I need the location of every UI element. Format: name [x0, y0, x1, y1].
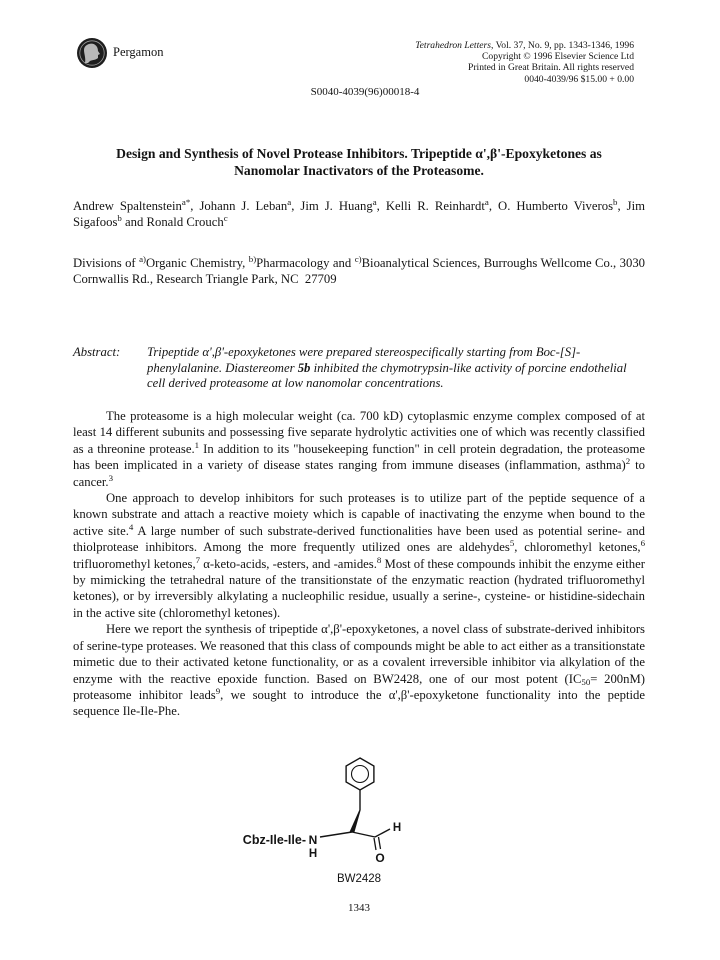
superscript: b): [248, 253, 257, 264]
body-paragraph: [73, 408, 645, 490]
nitrogen-atom: N: [308, 833, 318, 847]
italic-text: Tetrahedron Letters: [415, 40, 491, 51]
title-line: Nanomolar Inactivators of the Proteasome.: [234, 163, 484, 178]
text-run: Here we report the synthesis of tripeptide α',β'-epoxyketones, a novel class of substrate-derived inhibitors of serine-type proteases. We reasoned that this class of compounds might be able to act either as a transitionstate mimetic due to their activated ketone functionality, or as a covalent irreversible inhibitor via alkylation of the enzyme with the reactive epoxide function. Based on BW2428, one of our most potent (IC: [73, 622, 645, 686]
aromatic-circle: [352, 766, 369, 783]
abstract-label: Abstract:: [73, 345, 121, 359]
text-run: trifluoromethyl ketones,: [73, 556, 196, 571]
body-paragraph: [73, 490, 645, 621]
text-run: A large number of such substrate-derived functionalities have been used as potential serine- and thiolprotease inhibitors. Among the more frequently utilized ones are aldehydes: [73, 523, 645, 555]
oxygen-atom: O: [375, 851, 385, 865]
text-run: to cancer.: [73, 458, 645, 489]
chemical-structure: [220, 750, 440, 866]
article-title: [73, 145, 645, 179]
body-paragraph: [73, 621, 645, 719]
citation-line: [374, 74, 634, 85]
text-run: Copyright © 1996 Elsevier Science Ltd: [482, 51, 634, 63]
text-run: , Jim Sigafoos: [73, 199, 645, 229]
text-run: , Kelli R. Reinhardt: [376, 199, 485, 213]
superscript: 4: [128, 521, 134, 532]
text-run: Divisions of: [73, 256, 140, 270]
superscript: c): [354, 253, 362, 264]
text-run: Tripeptide α',β'-epoxyketones were prepared stereospecifically starting from Boc-[S]-phenylalanine. Diastereomer: [147, 345, 581, 375]
text-run: α-keto-acids, -esters, and -amides.: [200, 556, 377, 571]
citation-line: [374, 40, 634, 51]
bond-n-calpha: [320, 832, 352, 837]
text-run: Most of these compounds inhibit the enzyme either by mimicking the tetrahedral nature of the transitionstate of the enzymatic reaction (hydrated trifluoromethyl ketones), or by irreversibly alkylating a nucleophilic residue, usually a serine-, cysteine- or histidine-sidechain in the active site (chloromethyl ketones).: [73, 556, 645, 620]
wedge-bond: [350, 810, 361, 832]
superscript: 7: [195, 554, 201, 565]
text-run: , Vol. 37, No. 9, pp. 1343-1346, 1996: [490, 40, 634, 51]
text-run: 0040-4039/96 $15.00 + 0.00: [524, 73, 634, 85]
superscript: a): [139, 253, 147, 264]
subscript: 50: [581, 676, 591, 687]
text-run: and Ronald Crouch: [121, 214, 224, 229]
text-run: , Jim J. Huang: [291, 199, 373, 213]
title-line: Design and Synthesis of Novel Protease Inhibitors. Tripeptide α',β'-Epoxyketones as: [116, 146, 602, 161]
bond-c-h: [375, 829, 390, 837]
text-run: In addition to its "housekeeping function" in cell protein degradation, the proteasome has been implicated in a variety of disease states ranging from immune diseases (inflammation, asthma): [73, 441, 645, 473]
text-run: = 200nM) proteasome inhibitor leads: [73, 671, 646, 702]
text-run: Andrew Spaltenstein: [73, 199, 182, 213]
text-run: One approach to develop inhibitors for such proteases is to utilize part of the peptide sequence of a known substrate and attach a reactive moiety which is capable of inactivating the enzyme when bound to the active site.: [73, 491, 645, 538]
superscript: 2: [625, 455, 631, 466]
superscript: b: [613, 196, 618, 207]
publisher-name: Pergamon: [113, 45, 164, 59]
superscript: a: [372, 196, 377, 207]
peptide-chain-label: Cbz-Ile-Ile-: [242, 833, 306, 847]
carbonyl-double-bond: [379, 837, 381, 849]
superscript: 8: [376, 554, 382, 565]
benzene-ring: [346, 758, 374, 790]
author-list: [73, 196, 645, 230]
superscript: 5: [509, 538, 515, 549]
hydrogen-atom: H: [392, 822, 402, 834]
superscript: a: [484, 196, 489, 207]
text-run: The proteasome is a high molecular weight (ca. 700 kD) cytoplasmic enzyme complex composed of at least 14 different subunits and possessing five separate hydrolytic activities one of which was recently classified as a threonine protease.: [73, 409, 645, 456]
compound-caption: BW2428: [336, 873, 382, 885]
text-run: , O. Humberto Viveros: [488, 199, 614, 213]
superscript: a*: [181, 196, 191, 207]
text-run: Bioanalytical Sciences, Burroughs Wellcome Co., 3030 Cornwallis Rd., Research Triangle Park, NC 27709: [73, 256, 649, 286]
citation-line: [374, 51, 634, 62]
superscript: 6: [640, 538, 645, 549]
bond-calpha-carbonyl: [352, 832, 375, 837]
article-body: [73, 408, 645, 720]
text-run: Printed in Great Britain. All rights reserved: [468, 62, 634, 74]
text-run: , Johann J. Leban: [190, 199, 288, 213]
affiliations: [73, 253, 649, 287]
article-identifier: S0040-4039(96)00018-4: [310, 86, 420, 98]
text-run: Pharmacology and: [256, 256, 355, 270]
text-run: Organic Chemistry,: [146, 256, 249, 270]
superscript: 1: [194, 439, 200, 450]
superscript: 9: [215, 685, 221, 696]
text-run: , chloromethyl ketones,: [514, 540, 641, 555]
carbonyl-double-bond: [374, 838, 376, 850]
text-run: inhibited the chymotrypsin-like activity of porcine endothelial cell derived proteasome at low nanomolar concentrations.: [147, 360, 627, 390]
citation-line: [374, 62, 634, 73]
bold-text: 5b: [297, 360, 311, 375]
superscript: 3: [108, 472, 114, 483]
text-run: , we sought to introduce the α',β'-epoxyketone functionality into the peptide sequence Ile-Ile-Phe.: [73, 687, 645, 719]
journal-citation: [374, 40, 634, 85]
superscript: b: [117, 212, 122, 223]
page-number: 1343: [348, 902, 370, 914]
nh-hydrogen-atom: H: [308, 848, 318, 860]
superscript: a: [287, 196, 292, 207]
abstract-text: [147, 345, 627, 392]
pergamon-logo: [76, 37, 108, 69]
superscript: c: [223, 212, 228, 223]
